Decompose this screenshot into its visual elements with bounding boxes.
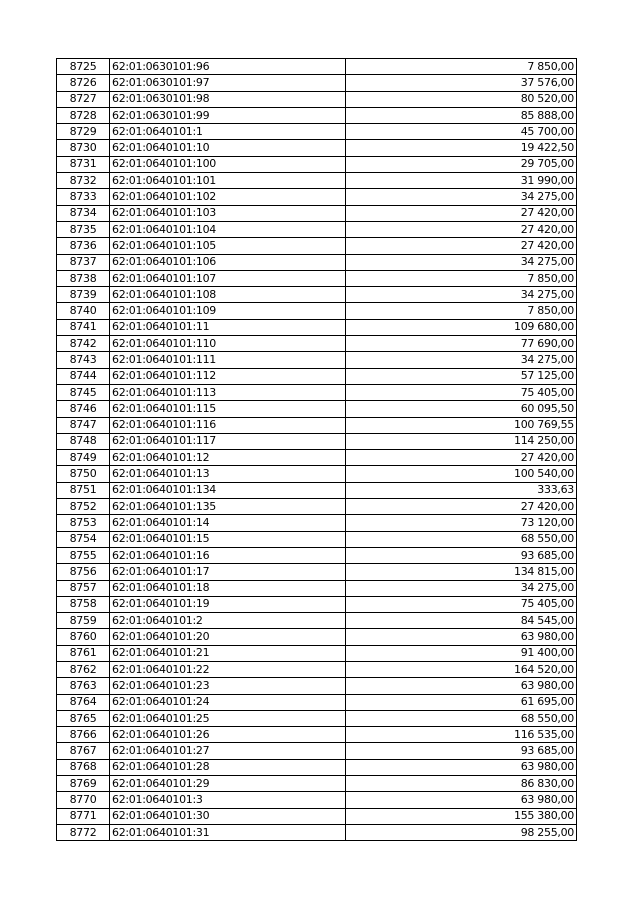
row-number-cell: 8762 xyxy=(57,661,110,677)
cadastral-value-cell: 98 255,00 xyxy=(346,824,577,840)
table-row xyxy=(57,59,577,75)
cadastral-number-cell: 62:01:0640101:101 xyxy=(110,173,346,189)
table-row xyxy=(57,499,577,515)
row-number-cell: 8733 xyxy=(57,189,110,205)
row-number-cell: 8766 xyxy=(57,727,110,743)
table-row xyxy=(57,124,577,140)
cadastral-value-cell: 34 275,00 xyxy=(346,254,577,270)
row-number-cell: 8736 xyxy=(57,238,110,254)
cadastral-value-cell: 34 275,00 xyxy=(346,580,577,596)
row-number-cell: 8739 xyxy=(57,287,110,303)
table-row xyxy=(57,466,577,482)
cadastral-number-cell: 62:01:0640101:1 xyxy=(110,124,346,140)
cadastral-number-cell: 62:01:0630101:96 xyxy=(110,59,346,75)
cadastral-number-cell: 62:01:0640101:110 xyxy=(110,336,346,352)
cadastral-value-cell: 114 250,00 xyxy=(346,433,577,449)
cadastral-number-cell: 62:01:0640101:102 xyxy=(110,189,346,205)
row-number-cell: 8758 xyxy=(57,596,110,612)
cadastral-value-cell: 333,63 xyxy=(346,482,577,498)
table-row xyxy=(57,596,577,612)
cadastral-number-cell: 62:01:0640101:14 xyxy=(110,515,346,531)
table-row xyxy=(57,156,577,172)
cadastral-value-cell: 57 125,00 xyxy=(346,368,577,384)
cadastral-value-cell: 100 769,55 xyxy=(346,417,577,433)
row-number-cell: 8743 xyxy=(57,352,110,368)
table-row xyxy=(57,221,577,237)
cadastral-value-cell: 7 850,00 xyxy=(346,303,577,319)
table-row xyxy=(57,792,577,808)
cadastral-number-cell: 62:01:0630101:98 xyxy=(110,91,346,107)
table-row xyxy=(57,580,577,596)
row-number-cell: 8748 xyxy=(57,433,110,449)
cadastral-value-cell: 31 990,00 xyxy=(346,173,577,189)
cadastral-value-cell: 116 535,00 xyxy=(346,727,577,743)
table-row xyxy=(57,173,577,189)
row-number-cell: 8726 xyxy=(57,75,110,91)
cadastral-value-cell: 93 685,00 xyxy=(346,743,577,759)
table-row xyxy=(57,531,577,547)
table-row xyxy=(57,303,577,319)
cadastral-number-cell: 62:01:0640101:22 xyxy=(110,661,346,677)
cadastral-number-cell: 62:01:0640101:135 xyxy=(110,499,346,515)
row-number-cell: 8737 xyxy=(57,254,110,270)
table-row xyxy=(57,433,577,449)
row-number-cell: 8760 xyxy=(57,629,110,645)
cadastral-number-cell: 62:01:0640101:106 xyxy=(110,254,346,270)
row-number-cell: 8764 xyxy=(57,694,110,710)
cadastral-number-cell: 62:01:0640101:134 xyxy=(110,482,346,498)
table-row xyxy=(57,678,577,694)
table-row xyxy=(57,450,577,466)
cadastral-number-cell: 62:01:0640101:30 xyxy=(110,808,346,824)
table-row xyxy=(57,401,577,417)
row-number-cell: 8735 xyxy=(57,221,110,237)
cadastral-value-cell: 73 120,00 xyxy=(346,515,577,531)
cadastral-value-cell: 34 275,00 xyxy=(346,287,577,303)
row-number-cell: 8771 xyxy=(57,808,110,824)
row-number-cell: 8770 xyxy=(57,792,110,808)
row-number-cell: 8769 xyxy=(57,776,110,792)
table-row xyxy=(57,189,577,205)
row-number-cell: 8728 xyxy=(57,107,110,123)
row-number-cell: 8751 xyxy=(57,482,110,498)
table-row xyxy=(57,776,577,792)
row-number-cell: 8772 xyxy=(57,824,110,840)
cadastral-value-cell: 27 420,00 xyxy=(346,221,577,237)
cadastral-number-cell: 62:01:0640101:18 xyxy=(110,580,346,596)
row-number-cell: 8746 xyxy=(57,401,110,417)
row-number-cell: 8767 xyxy=(57,743,110,759)
cadastral-number-cell: 62:01:0640101:27 xyxy=(110,743,346,759)
cadastral-number-cell: 62:01:0640101:12 xyxy=(110,450,346,466)
row-number-cell: 8755 xyxy=(57,547,110,563)
table-row xyxy=(57,107,577,123)
cadastral-value-cell: 134 815,00 xyxy=(346,564,577,580)
row-number-cell: 8757 xyxy=(57,580,110,596)
table-row xyxy=(57,238,577,254)
table-row xyxy=(57,368,577,384)
cadastral-value-cell: 34 275,00 xyxy=(346,352,577,368)
table-row xyxy=(57,287,577,303)
cadastral-value-cell: 63 980,00 xyxy=(346,792,577,808)
cadastral-number-cell: 62:01:0640101:107 xyxy=(110,270,346,286)
table-row xyxy=(57,482,577,498)
cadastral-value-cell: 93 685,00 xyxy=(346,547,577,563)
row-number-cell: 8732 xyxy=(57,173,110,189)
table-row xyxy=(57,75,577,91)
row-number-cell: 8740 xyxy=(57,303,110,319)
table-row xyxy=(57,727,577,743)
row-number-cell: 8744 xyxy=(57,368,110,384)
cadastral-value-cell: 60 095,50 xyxy=(346,401,577,417)
cadastral-number-cell: 62:01:0630101:99 xyxy=(110,107,346,123)
table-body xyxy=(57,59,577,841)
table-row xyxy=(57,661,577,677)
row-number-cell: 8752 xyxy=(57,499,110,515)
row-number-cell: 8725 xyxy=(57,59,110,75)
cadastral-number-cell: 62:01:0640101:23 xyxy=(110,678,346,694)
cadastral-value-cell: 86 830,00 xyxy=(346,776,577,792)
cadastral-number-cell: 62:01:0640101:29 xyxy=(110,776,346,792)
cadastral-number-cell: 62:01:0640101:25 xyxy=(110,710,346,726)
row-number-cell: 8731 xyxy=(57,156,110,172)
cadastral-value-table xyxy=(56,58,577,841)
table-row xyxy=(57,352,577,368)
table-row xyxy=(57,710,577,726)
cadastral-number-cell: 62:01:0640101:113 xyxy=(110,384,346,400)
table-row xyxy=(57,759,577,775)
cadastral-number-cell: 62:01:0640101:117 xyxy=(110,433,346,449)
cadastral-value-cell: 63 980,00 xyxy=(346,629,577,645)
cadastral-value-cell: 80 520,00 xyxy=(346,91,577,107)
cadastral-number-cell: 62:01:0640101:111 xyxy=(110,352,346,368)
cadastral-value-cell: 63 980,00 xyxy=(346,759,577,775)
table-row xyxy=(57,808,577,824)
row-number-cell: 8749 xyxy=(57,450,110,466)
row-number-cell: 8759 xyxy=(57,613,110,629)
row-number-cell: 8738 xyxy=(57,270,110,286)
cadastral-value-cell: 100 540,00 xyxy=(346,466,577,482)
cadastral-number-cell: 62:01:0640101:3 xyxy=(110,792,346,808)
cadastral-number-cell: 62:01:0640101:10 xyxy=(110,140,346,156)
cadastral-number-cell: 62:01:0640101:2 xyxy=(110,613,346,629)
cadastral-number-cell: 62:01:0640101:112 xyxy=(110,368,346,384)
table-row xyxy=(57,694,577,710)
cadastral-value-cell: 27 420,00 xyxy=(346,205,577,221)
table-row xyxy=(57,613,577,629)
cadastral-number-cell: 62:01:0640101:105 xyxy=(110,238,346,254)
cadastral-value-cell: 91 400,00 xyxy=(346,645,577,661)
cadastral-value-cell: 155 380,00 xyxy=(346,808,577,824)
table-row xyxy=(57,205,577,221)
cadastral-number-cell: 62:01:0640101:21 xyxy=(110,645,346,661)
cadastral-number-cell: 62:01:0640101:28 xyxy=(110,759,346,775)
table-row xyxy=(57,140,577,156)
cadastral-number-cell: 62:01:0640101:104 xyxy=(110,221,346,237)
cadastral-value-cell: 75 405,00 xyxy=(346,596,577,612)
cadastral-value-cell: 27 420,00 xyxy=(346,450,577,466)
cadastral-number-cell: 62:01:0640101:116 xyxy=(110,417,346,433)
row-number-cell: 8768 xyxy=(57,759,110,775)
row-number-cell: 8741 xyxy=(57,319,110,335)
table-row xyxy=(57,91,577,107)
table-row xyxy=(57,824,577,840)
cadastral-number-cell: 62:01:0640101:20 xyxy=(110,629,346,645)
cadastral-number-cell: 62:01:0640101:115 xyxy=(110,401,346,417)
cadastral-value-cell: 19 422,50 xyxy=(346,140,577,156)
row-number-cell: 8745 xyxy=(57,384,110,400)
table-row xyxy=(57,270,577,286)
cadastral-value-cell: 34 275,00 xyxy=(346,189,577,205)
cadastral-number-cell: 62:01:0640101:11 xyxy=(110,319,346,335)
row-number-cell: 8761 xyxy=(57,645,110,661)
cadastral-value-cell: 61 695,00 xyxy=(346,694,577,710)
cadastral-value-cell: 27 420,00 xyxy=(346,238,577,254)
cadastral-number-cell: 62:01:0640101:19 xyxy=(110,596,346,612)
row-number-cell: 8729 xyxy=(57,124,110,140)
table-row xyxy=(57,629,577,645)
cadastral-value-cell: 7 850,00 xyxy=(346,270,577,286)
cadastral-value-cell: 37 576,00 xyxy=(346,75,577,91)
row-number-cell: 8756 xyxy=(57,564,110,580)
cadastral-value-cell: 29 705,00 xyxy=(346,156,577,172)
row-number-cell: 8730 xyxy=(57,140,110,156)
cadastral-value-cell: 85 888,00 xyxy=(346,107,577,123)
row-number-cell: 8765 xyxy=(57,710,110,726)
row-number-cell: 8727 xyxy=(57,91,110,107)
cadastral-value-cell: 27 420,00 xyxy=(346,499,577,515)
row-number-cell: 8742 xyxy=(57,336,110,352)
cadastral-number-cell: 62:01:0640101:15 xyxy=(110,531,346,547)
cadastral-number-cell: 62:01:0640101:109 xyxy=(110,303,346,319)
cadastral-value-cell: 164 520,00 xyxy=(346,661,577,677)
table-row xyxy=(57,417,577,433)
cadastral-value-cell: 68 550,00 xyxy=(346,531,577,547)
row-number-cell: 8754 xyxy=(57,531,110,547)
row-number-cell: 8750 xyxy=(57,466,110,482)
cadastral-number-cell: 62:01:0630101:97 xyxy=(110,75,346,91)
table-row xyxy=(57,336,577,352)
cadastral-value-cell: 75 405,00 xyxy=(346,384,577,400)
cadastral-value-cell: 84 545,00 xyxy=(346,613,577,629)
cadastral-value-cell: 109 680,00 xyxy=(346,319,577,335)
cadastral-value-cell: 45 700,00 xyxy=(346,124,577,140)
cadastral-number-cell: 62:01:0640101:16 xyxy=(110,547,346,563)
row-number-cell: 8747 xyxy=(57,417,110,433)
cadastral-number-cell: 62:01:0640101:17 xyxy=(110,564,346,580)
cadastral-number-cell: 62:01:0640101:108 xyxy=(110,287,346,303)
table-row xyxy=(57,743,577,759)
cadastral-number-cell: 62:01:0640101:31 xyxy=(110,824,346,840)
cadastral-number-cell: 62:01:0640101:13 xyxy=(110,466,346,482)
row-number-cell: 8734 xyxy=(57,205,110,221)
table-row xyxy=(57,384,577,400)
cadastral-value-cell: 68 550,00 xyxy=(346,710,577,726)
row-number-cell: 8753 xyxy=(57,515,110,531)
cadastral-number-cell: 62:01:0640101:26 xyxy=(110,727,346,743)
table-row xyxy=(57,564,577,580)
table-row xyxy=(57,547,577,563)
row-number-cell: 8763 xyxy=(57,678,110,694)
cadastral-number-cell: 62:01:0640101:24 xyxy=(110,694,346,710)
cadastral-number-cell: 62:01:0640101:100 xyxy=(110,156,346,172)
table-row xyxy=(57,515,577,531)
table-row xyxy=(57,254,577,270)
cadastral-value-cell: 63 980,00 xyxy=(346,678,577,694)
cadastral-value-cell: 77 690,00 xyxy=(346,336,577,352)
table-row xyxy=(57,319,577,335)
cadastral-value-cell: 7 850,00 xyxy=(346,59,577,75)
cadastral-number-cell: 62:01:0640101:103 xyxy=(110,205,346,221)
table-row xyxy=(57,645,577,661)
